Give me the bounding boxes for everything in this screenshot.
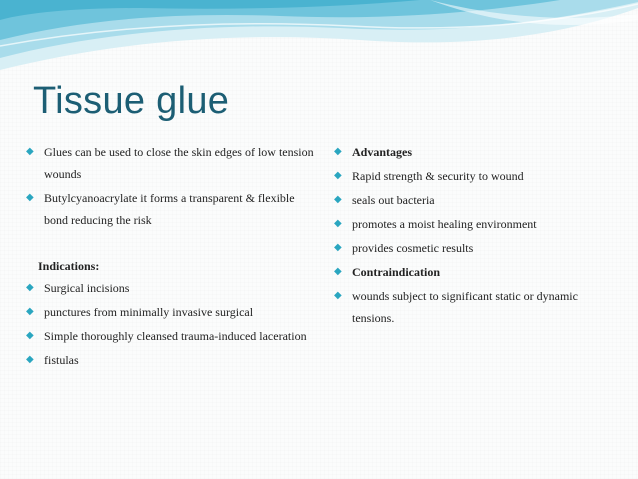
diamond-bullet-icon: ◆ — [334, 170, 342, 181]
header-wave-decoration — [0, 0, 638, 80]
list-item: ◆ Surgical incisions — [24, 277, 314, 299]
list-item: ◆ promotes a moist healing environment — [332, 213, 622, 235]
left-column — [24, 141, 314, 371]
list-item: ◆ provides cosmetic results — [332, 237, 622, 259]
diamond-bullet-icon: ◆ — [334, 218, 342, 229]
advantages-heading: ◆ Advantages — [332, 141, 622, 163]
list-item: ◆ Rapid strength & security to wound — [332, 165, 622, 187]
diamond-bullet-icon: ◆ — [334, 266, 342, 277]
diamond-bullet-icon: ◆ — [334, 146, 342, 157]
list-item: ◆ Glues can be used to close the skin edges of low tension wounds — [24, 141, 314, 185]
diamond-bullet-icon: ◆ — [26, 306, 34, 317]
diamond-bullet-icon: ◆ — [334, 242, 342, 253]
list-item: ◆ seals out bacteria — [332, 189, 622, 211]
list-item: ◆ wounds subject to significant static or dynamic tensions. — [332, 285, 622, 329]
list-item: ◆ punctures from minimally invasive surgical — [24, 301, 314, 323]
list-item: ◆ Simple thoroughly cleansed trauma-induced laceration — [24, 325, 314, 347]
diamond-bullet-icon: ◆ — [26, 146, 34, 157]
list-item: ◆ fistulas — [24, 349, 314, 371]
contraindication-heading: ◆ Contraindication — [332, 261, 622, 283]
indications-heading: Indications: — [38, 259, 100, 273]
diamond-bullet-icon: ◆ — [26, 282, 34, 293]
diamond-bullet-icon: ◆ — [26, 354, 34, 365]
diamond-bullet-icon: ◆ — [334, 194, 342, 205]
slide-title: Tissue glue — [33, 80, 230, 122]
diamond-bullet-icon: ◆ — [26, 330, 34, 341]
right-column — [332, 141, 622, 329]
diamond-bullet-icon: ◆ — [334, 290, 342, 301]
list-item: ◆ Butylcyanoacrylate it forms a transparent & flexible bond reducing the risk — [24, 187, 314, 231]
diamond-bullet-icon: ◆ — [26, 192, 34, 203]
